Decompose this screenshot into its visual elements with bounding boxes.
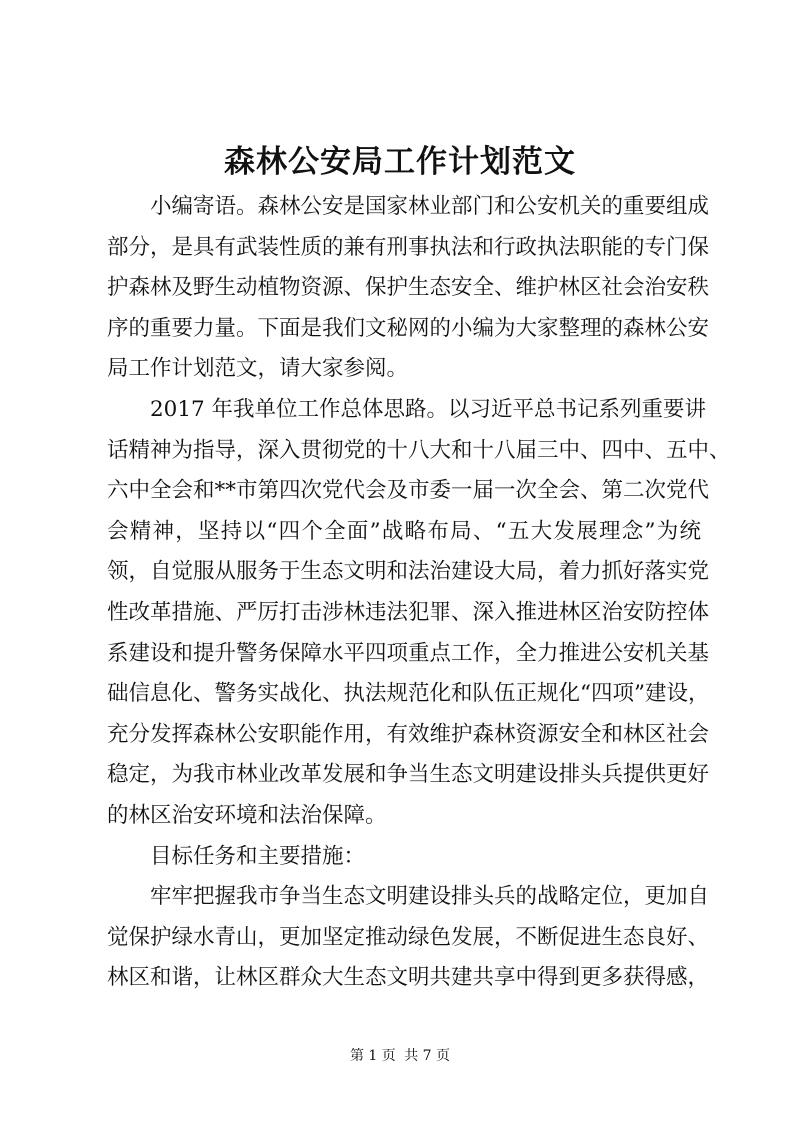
text-line: 性改革措施、严厉打击涉林违法犯罪、深入推进林区治安防控体 xyxy=(107,599,710,625)
text-line: 序的重要力量。下面是我们文秘网的小编为大家整理的森林公安 xyxy=(107,315,710,341)
text-line: 础信息化、警务实战化、执法规范化和队伍正规化“四项”建设， xyxy=(107,681,710,707)
text-line: 2017 年我单位工作总体思路。以习近平总书记系列重要讲 xyxy=(150,396,707,422)
page-title: 森林公安局工作计划范文 xyxy=(224,144,576,180)
text-line: 会精神，坚持以“四个全面”战略布局、“五大发展理念”为统 xyxy=(107,518,701,544)
text-line: 部分，是具有武装性质的兼有刑事执法和行政执法职能的专门保 xyxy=(107,234,710,260)
text-line: 小编寄语。森林公安是国家林业部门和公安机关的重要组成 xyxy=(150,194,710,219)
text-line: 目标任务和主要措施： xyxy=(150,843,366,869)
text-line: 稳定，为我市林业改革发展和争当生态文明建设排头兵提供更好 xyxy=(107,762,710,788)
text-line: 话精神为指导，深入贯彻党的十八大和十八届三中、四中、五中、 xyxy=(107,437,731,463)
page-total: 共 7 页 xyxy=(404,1048,451,1064)
text-line: 六中全会和**市第四次党代会及市委一届一次全会、第二次党代 xyxy=(107,478,710,504)
text-line: 系建设和提升警务保障水平四项重点工作，全力推进公安机关基 xyxy=(107,640,710,666)
text-line: 护森林及野生动植物资源、保护生态安全、维护林区社会治安秩 xyxy=(107,275,710,301)
page-number: 第 1 页 xyxy=(349,1048,396,1064)
document-body xyxy=(107,187,731,999)
text-line: 的林区治安环境和法治保障。 xyxy=(107,802,387,828)
text-line: 牢牢把握我市争当生态文明建设排头兵的战略定位，更加自 xyxy=(150,884,710,910)
text-line: 觉保护绿水青山，更加坚定推动绿色发展，不断促进生态良好、 xyxy=(107,924,710,950)
page-footer xyxy=(0,1046,800,1066)
text-line: 充分发挥森林公安职能作用，有效维护森林资源安全和林区社会 xyxy=(107,721,710,747)
text-line: 林区和谐，让林区群众大生态文明共建共享中得到更多获得感， xyxy=(107,965,710,991)
text-line: 局工作计划范文，请大家参阅。 xyxy=(107,356,409,382)
text-line: 领，自觉服从服务于生态文明和法治建设大局，着力抓好落实党 xyxy=(107,559,710,585)
